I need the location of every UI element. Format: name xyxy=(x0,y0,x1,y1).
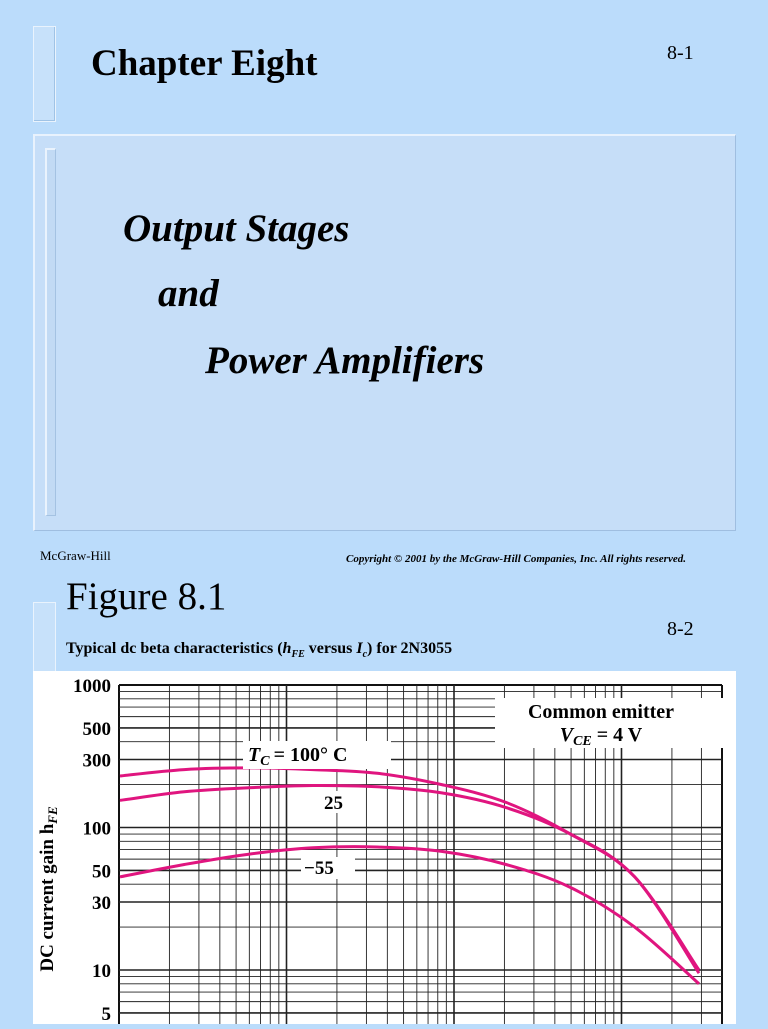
legend-vce-var: V xyxy=(559,724,574,746)
legend-vce-value: = 4 V xyxy=(591,724,643,746)
y-tick-labels xyxy=(73,676,111,1024)
beta-chart xyxy=(33,671,736,1024)
copyright-notice: Copyright © 2001 by the McGraw-Hill Companies, Inc. All rights reserved. xyxy=(346,553,686,565)
y-axis-label-sub: FE xyxy=(45,806,60,824)
y-tick-label: 50 xyxy=(92,861,111,883)
series-label-25: 25 xyxy=(324,793,343,814)
publisher-name: McGraw-Hill xyxy=(40,548,111,563)
chapter-title: Chapter Eight xyxy=(91,43,318,84)
series-label-minus55: −55 xyxy=(304,858,334,879)
figure-title: Figure 8.1 xyxy=(66,575,227,618)
legend-line-2 xyxy=(560,724,643,749)
curve-series-2 xyxy=(120,847,699,984)
y-tick-label: 500 xyxy=(82,718,111,740)
slide-number: 8-1 xyxy=(667,42,694,64)
caption-i: I xyxy=(356,640,363,657)
series-label-tc-var: T xyxy=(248,744,261,766)
panel-bar-decoration xyxy=(45,148,56,516)
subtitle-panel xyxy=(33,134,736,531)
slide-number-2: 8-2 xyxy=(667,618,694,640)
subtitle-line-3: Power Amplifiers xyxy=(205,339,485,382)
y-axis-label xyxy=(37,806,60,972)
y-tick-label: 300 xyxy=(82,750,111,772)
y-axis-label-text: DC current gain h xyxy=(37,823,58,972)
figure-caption xyxy=(66,640,452,660)
caption-h-sub: FE xyxy=(291,649,305,661)
caption-prefix: Typical dc beta characteristics ( xyxy=(66,640,283,657)
y-tick-label: 1000 xyxy=(73,676,111,697)
curve-series-0 xyxy=(120,768,699,970)
title-tab-decoration xyxy=(33,26,56,122)
figure-tab-decoration xyxy=(33,602,56,674)
caption-h: h xyxy=(282,640,292,657)
y-tick-label: 10 xyxy=(92,961,111,982)
caption-suffix: ) for 2N3055 xyxy=(367,640,453,657)
series-label-100-text: = 100° C xyxy=(273,744,348,766)
chart-container xyxy=(33,671,736,1024)
series-label-tc-sub: C xyxy=(260,754,270,769)
legend-line-1: Common emitter xyxy=(527,701,675,723)
legend-vce-sub: CE xyxy=(573,734,592,749)
caption-i-sub: c xyxy=(362,649,368,661)
chart-curves xyxy=(120,768,699,984)
y-tick-label: 100 xyxy=(82,818,111,840)
caption-mid: versus xyxy=(304,640,357,657)
subtitle-line-2: and xyxy=(158,272,219,315)
y-tick-label: 5 xyxy=(101,1003,111,1024)
subtitle-line-1: Output Stages xyxy=(123,207,350,250)
curve-series-1 xyxy=(120,785,699,973)
y-tick-label: 30 xyxy=(92,893,111,915)
